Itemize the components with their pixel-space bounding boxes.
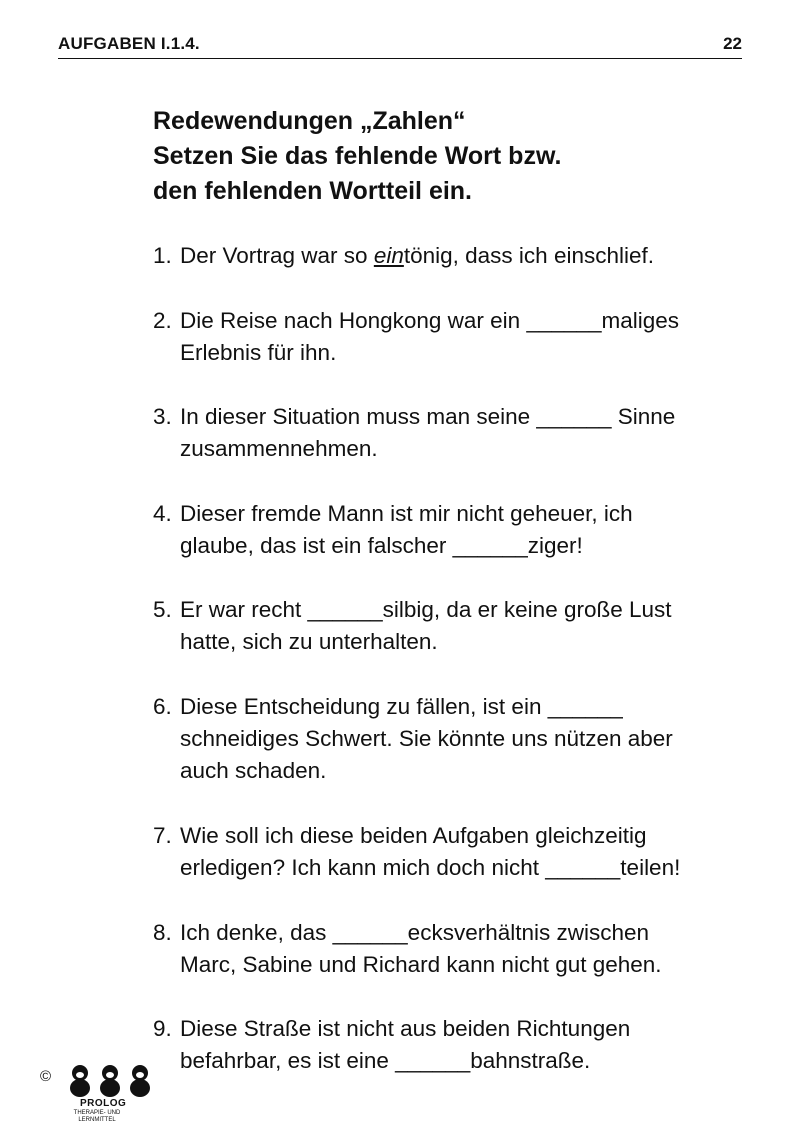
task-text: Ich denke, das ______ecksverhältnis zwischen bbox=[180, 920, 650, 945]
task-1 bbox=[153, 240, 773, 272]
task-text: hatte, sich zu unterhalten. bbox=[180, 629, 438, 654]
title-line-2: Setzen Sie das fehlende Wort bzw. bbox=[153, 142, 562, 170]
task-text: befahrbar, es ist eine ______bahnstraße. bbox=[180, 1048, 591, 1073]
task-number: 5. bbox=[153, 597, 172, 622]
task-number: 2. bbox=[153, 308, 172, 333]
task-text: Der Vortrag war so bbox=[180, 243, 374, 268]
task-5 bbox=[153, 594, 773, 658]
task-text: zusammennehmen. bbox=[180, 436, 378, 461]
task-number: 3. bbox=[153, 404, 172, 429]
three-monkeys-icon bbox=[65, 1064, 155, 1098]
copyright-symbol: © bbox=[40, 1068, 52, 1085]
task-number: 7. bbox=[153, 823, 172, 848]
task-text: auch schaden. bbox=[180, 758, 327, 783]
task-text: Die Reise nach Hongkong war ein ______maliges bbox=[180, 308, 680, 333]
brand-name: PROLOG bbox=[80, 1098, 127, 1109]
brand-subtitle-line-2: LERNMITTEL bbox=[78, 1117, 116, 1123]
task-text: Dieser fremde Mann ist mir nicht geheuer, ich bbox=[180, 501, 633, 526]
task-2 bbox=[153, 305, 773, 369]
example-answer: ein bbox=[373, 243, 404, 268]
section-label: AUFGABEN I.1.4. bbox=[58, 34, 200, 53]
page-number: 22 bbox=[723, 34, 742, 53]
task-3 bbox=[153, 401, 773, 465]
task-text: tönig, dass ich einschlief. bbox=[403, 243, 654, 268]
title-line-3: den fehlenden Wortteil ein. bbox=[153, 177, 473, 205]
task-text: schneidiges Schwert. Sie könnte uns nützen aber bbox=[180, 726, 673, 751]
task-number: 4. bbox=[153, 501, 172, 526]
publisher-logo bbox=[40, 1064, 140, 1124]
title-line-1: Redewendungen „Zahlen“ bbox=[153, 107, 466, 135]
task-text: Diese Straße ist nicht aus beiden Richtungen bbox=[180, 1016, 631, 1041]
task-6 bbox=[153, 691, 773, 787]
task-text: In dieser Situation muss man seine ______ Sinne bbox=[180, 404, 676, 429]
task-9 bbox=[153, 1013, 773, 1077]
page-header bbox=[58, 34, 742, 59]
task-text: erledigen? Ich kann mich doch nicht ______teilen! bbox=[180, 855, 681, 880]
task-text: Erlebnis für ihn. bbox=[180, 340, 337, 365]
task-text: Wie soll ich diese beiden Aufgaben gleichzeitig bbox=[180, 823, 647, 848]
task-text: Marc, Sabine und Richard kann nicht gut gehen. bbox=[180, 952, 662, 977]
task-number: 8. bbox=[153, 920, 172, 945]
task-8 bbox=[153, 917, 773, 981]
task-number: 6. bbox=[153, 694, 172, 719]
exercise-title bbox=[153, 104, 773, 209]
brand-subtitle bbox=[68, 1110, 126, 1124]
brand-subtitle-line-1: THERAPIE- UND bbox=[73, 1110, 121, 1116]
task-number: 1. bbox=[153, 243, 172, 268]
task-4 bbox=[153, 498, 773, 562]
task-text: Diese Entscheidung zu fällen, ist ein ______ bbox=[180, 694, 623, 719]
task-text: Er war recht ______silbig, da er keine große Lust bbox=[180, 597, 672, 622]
task-7 bbox=[153, 820, 773, 884]
task-text: glaube, das ist ein falscher ______ziger! bbox=[180, 533, 583, 558]
task-number: 9. bbox=[153, 1016, 172, 1041]
